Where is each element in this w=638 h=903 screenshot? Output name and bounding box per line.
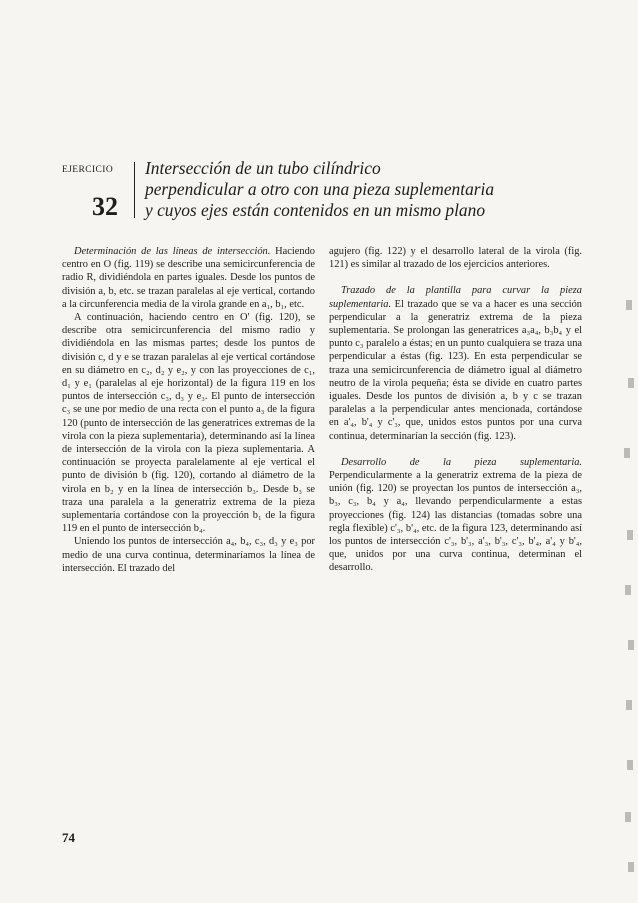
scan-bleed-through: [612, 0, 638, 903]
paragraph-agujero: agujero (fig. 122) y el desarrollo lateral de la virola (fig. 121) es similar al trazado de los ejercicios anteriores.: [329, 246, 582, 271]
paragraph-body: Haciendo centro en O (fig. 119) se describe una semicircunferencia de radio R, dividiéndola en partes iguales. Desde los puntos de división a, b, etc. se trazan paralelas al eje vertical, cortando a la circunferencia media de la virola grande en a₁, b₁, etc.: [62, 246, 315, 310]
left-column: [62, 245, 315, 575]
exercise-title-line-3: y cuyos ejes están contenidos en un mismo plano: [145, 200, 486, 220]
exercise-title-line-1: Intersección de un tubo cilíndrico: [145, 158, 381, 178]
exercise-title: [145, 158, 565, 221]
page-number: 74: [62, 830, 75, 845]
paragraph-trazado-plantilla: [329, 284, 582, 442]
exercise-title-line-2: perpendicular a otro con una pieza suplementaria: [145, 179, 495, 199]
paragraph-heading: Determinación de las líneas de intersección.: [74, 246, 271, 257]
right-column: [329, 245, 582, 575]
paragraph-heading: Trazado de la plantilla para curvar la pieza suplementaria.: [329, 285, 582, 310]
exercise-number: 32: [92, 192, 118, 221]
paragraph-continuacion: A continuación, haciendo centro en O' (fig. 120), se describe otra semicircunferencia del mismo radio y dividiéndola en las mismas partes; desde los puntos de división c, d y e se trazan paralelas al eje vertical cortándose en su diámetro en c₂, d₂ y e₂, y con las proyecciones de c₁, d₁ y e₁ (paralelas al eje horizontal) de la figura 119 en los puntos de intersección c₃, d₃ y e₃. El punto de intersección c₃ se une por medio de una recta con el punto a₃ de la figura 120 (punto de intersección de las generatrices extremas de la virola con la pieza suplementaria), determinando así la línea de intersección de la virola con la pieza suplementaria. A continuación se proyecta paralelamente al eje vertical el punto de división b (fig. 120), cortando al diámetro de la virola en b₂ y en la línea de intersección b₃. Desde b₃ se traza una paralela a la generatriz extrema de la pieza suplementaria cortándose con la proyección b₁ de la figura 119 en el punto de intersección b₄.: [62, 312, 315, 535]
paragraph-determinacion: [62, 245, 315, 311]
paragraph-body: El trazado que se va a hacer es una sección perpendicular a la generatriz extrema de la pieza suplementaria. Se prolongan las generatrices a₃a₄, b₃b₄ y el punto c₃ paralelo a éstas; en un punto cualquiera se traza una perpendicular a éstas (fig. 123). En esta perpendicular se traza una semicircunferencia de diámetro igual al diámetro neutro de la virola pequeña; ésta se divide en cuatro partes iguales. Desde los puntos de división a, b y c se trazan paralelas a la perpendicular antes mencionada, cortándose en a'₄, b'₄ y c'₃, que, unidos estos puntos por una curva continua, determinarían la sección (fig. 123).: [329, 298, 582, 442]
exercise-label: EJERCICIO: [62, 165, 114, 175]
paragraph-heading: Desarrollo de la pieza suplementaria.: [341, 456, 582, 468]
exercise-divider: [134, 162, 135, 218]
paragraph-desarrollo: [329, 456, 582, 575]
paragraph-uniendo: Uniendo los puntos de intersección a₄, b₄, c₃, d₃ y e₃ por medio de una curva continua, determinaríamos la línea de intersección. El trazado del: [62, 536, 315, 574]
paragraph-body: Perpendicularmente a la generatriz extrema de la pieza de unión (fig. 120) se proyectan los puntos de intersección a₃, b₃, c₃, b₄ y a₄, llevando perpendicularmente a estas proyecciones (fig. 124) las distancias (tomadas sobre una regla flexible) c'₃, b'₄, etc. de la figura 123, determinando así los puntos de intersección c'₃, b'₃, a'₃, b'₃, c'₃, b'₄, a'₄ y b'₄, que, unidos por una curva continua, determinan el desarrollo.: [329, 470, 582, 574]
